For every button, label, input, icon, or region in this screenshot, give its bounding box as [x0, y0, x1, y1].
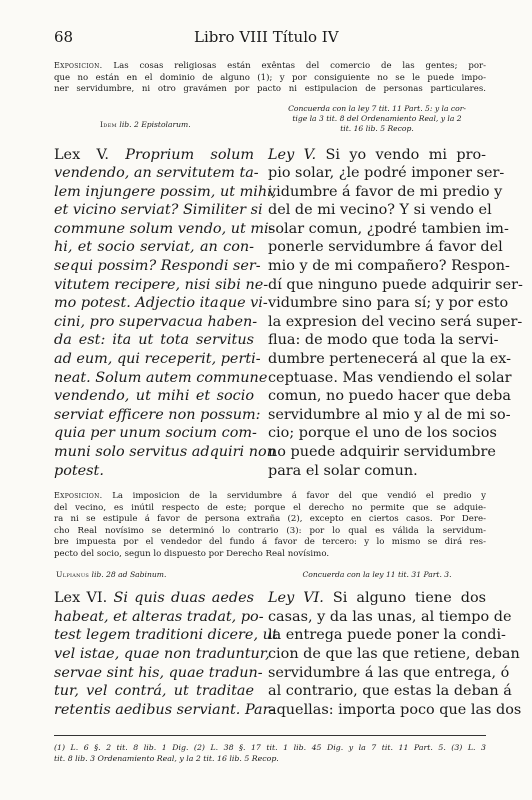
line-text: vidumbre sino para sí; y por esto [268, 295, 509, 312]
line-text: vendendo, an servitutem ta- [54, 165, 259, 182]
concordance-line: Concuerda con la ley 7 tit. 11 Part. 5: y la cor- [288, 103, 466, 113]
line-text: servidumbre á las que entrega, ó [268, 664, 510, 681]
line-text: ad eum, qui receperit, perti- [54, 351, 261, 368]
line-text: vidumbre á favor de mi predio y [268, 183, 503, 200]
exposicion-line: bre impuesta por el vendedor del fundo á favor de tercero: y lo mismo se dirá res- [54, 537, 486, 548]
text-line [54, 164, 259, 183]
line-text: hi, et socio serviat, an con- [54, 239, 254, 256]
law-5-columns [54, 146, 523, 481]
latin-source-citation [54, 570, 256, 579]
exposicion-line: pecto del socio, segun lo dispuesto por Derecho Real novísimo. [54, 548, 330, 559]
citation-source: lib. 28 ad Sabinum. [91, 570, 167, 580]
citation-source: lib. 2 Epistolarum. [119, 119, 191, 129]
exposicion-line: Las cosas religiosas están exêntas del comercio de las gentes; por- [113, 61, 487, 71]
text-line [268, 645, 520, 664]
line-text: del de mi vecino? Y si vendo el [268, 202, 492, 219]
text-line [54, 369, 268, 388]
text-line [54, 331, 254, 350]
latin-source-citation [54, 104, 254, 134]
footnote-line: (1) L. 6 §. 2 tit. 8 lib. 1 Dig. (2) L. 38 §. 17 tit. 1 lib. 45 Dig. y la 7 tit. 11 Part. 5. (3) L. 3 [54, 743, 486, 753]
line-text: cion de que las que retiene, deban [268, 645, 520, 662]
footnote-rule [54, 735, 486, 736]
text-line [268, 331, 499, 350]
line-text: la entrega puede poner la condi- [268, 627, 506, 644]
text-line [54, 424, 257, 443]
text-line [268, 443, 496, 462]
text-line [54, 701, 275, 720]
exposicion-line: La imposicion de la servidumbre á favor del que vendió el predio y [112, 491, 487, 502]
text-line [54, 201, 263, 220]
text-line [268, 406, 511, 425]
line-text: ponerle servidumbre á favor del [268, 239, 503, 256]
concordance-citation [268, 104, 486, 134]
line-text: retentis aedibus serviant. Par- [54, 701, 275, 718]
line-text: potest. [54, 462, 104, 479]
line-text: pio solar, ¿le podré imponer ser- [268, 165, 505, 182]
line-text: serviat efficere non possum: [54, 406, 261, 423]
text-line [268, 682, 512, 701]
exposicion-block-2 [54, 490, 486, 560]
citation-row-2 [54, 570, 486, 579]
line-text: vel istae, quae non traduntur, [54, 645, 270, 662]
line-text: casas, y da las unas, al tiempo de [268, 608, 512, 625]
line-text: Proprium solum [125, 146, 254, 163]
latin-text-lex-v [54, 146, 277, 481]
text-line [54, 387, 254, 406]
line-text: commune solum vendo, ut mi- [54, 220, 274, 237]
exposicion-line: ra ni se estipule á favor de persona extraña (2), excepto en ciertos casos. Por Dere- [54, 514, 486, 525]
text-line [268, 276, 523, 295]
line-text: vendendo, ut mihi et socio [54, 388, 254, 405]
line-text: ceptuase. Mas vendiendo el solar [268, 369, 512, 386]
line-text: habeat, et alteras tradat, po- [54, 608, 264, 625]
line-text: comun, no puedo hacer que deba [268, 388, 511, 405]
citation-row-1 [54, 104, 486, 134]
text-line [268, 664, 510, 683]
line-text: neat. Solum autem commune [54, 369, 268, 386]
line-text: al contrario, que estas la deban á [268, 683, 512, 700]
text-line [54, 294, 268, 313]
line-text: dumbre pertenecerá al que la ex- [268, 351, 511, 368]
text-line [54, 664, 263, 683]
text-line [268, 164, 505, 183]
text-line [268, 201, 492, 220]
exposicion-line: cho Real novísimo se determinó lo contrario (3): por lo qual es válida la servidum- [54, 525, 486, 536]
law-6-columns [54, 589, 522, 719]
law-heading: Ley V. [268, 146, 317, 163]
text-line [268, 589, 486, 608]
line-text: dí que ninguno puede adquirir ser- [268, 276, 523, 293]
text-line [54, 313, 258, 332]
page-number: 68 [54, 28, 74, 46]
line-text: Si yo vendo mi pro- [325, 146, 486, 163]
exposicion-block-1 [54, 60, 486, 96]
text-line [54, 183, 277, 202]
line-text: para el solar comun. [268, 462, 418, 479]
text-line [268, 424, 497, 443]
line-text: cio; porque el uno de los socios [268, 425, 497, 442]
line-text: flua: de modo que toda la servi- [268, 332, 499, 349]
line-text: Si alguno tiene dos [332, 590, 486, 607]
line-text: no puede adquirir servidumbre [268, 444, 496, 460]
text-line [268, 608, 512, 627]
exposicion-label: Exposicion. [54, 491, 103, 501]
footnote-line: tit. 8 lib. 3 Ordenamiento Real, y la 2 tit. 16 lib. 5 Recop. [54, 754, 279, 764]
running-title: Libro VIII Título IV [194, 28, 339, 46]
text-line [268, 350, 511, 369]
concordance-line: tit. 16 lib. 5 Recop. [340, 123, 414, 133]
line-text: lem injungere possim, ut mihi, [54, 183, 277, 200]
law-heading: Lex V. [54, 146, 109, 163]
text-line [268, 146, 486, 165]
line-text: Si quis duas aedes [113, 590, 254, 607]
line-text: da est: ita ut tota servitus [54, 332, 254, 349]
text-line [54, 146, 254, 165]
footnotes [54, 742, 486, 764]
text-line [54, 257, 261, 276]
latin-text-lex-vi [54, 589, 278, 719]
text-line [54, 406, 261, 425]
line-text: test legem traditioni dicere, ut [54, 627, 278, 644]
spanish-text-ley-v [268, 146, 523, 481]
spanish-text-ley-vi [268, 589, 522, 719]
exposicion-line: que no están en el dominio de alguno (1); y por consiguiente no se le puede impo- [54, 72, 486, 83]
text-line [268, 701, 522, 720]
concordance-citation: Concuerda con la ley 11 tit. 31 Part. 3. [302, 570, 452, 580]
text-line [54, 220, 274, 239]
text-line [268, 313, 523, 332]
text-line [268, 626, 506, 645]
text-line [268, 462, 486, 481]
exposicion-line: ner servidumbre, ni otro gravámen por pacto ni estipulacion de personas particulares. [54, 84, 486, 94]
text-line [268, 238, 503, 257]
law-heading: Lex VI. [54, 590, 108, 607]
concordance-line: tige la 3 tit. 8 del Ordenamiento Real, y la 2 [292, 113, 462, 123]
line-text: quia per unum socium com- [54, 425, 257, 442]
line-text: aquellas: importa poco que las dos [268, 701, 522, 718]
text-line [54, 462, 254, 481]
citation-author: Idem [100, 119, 117, 129]
page-header [54, 28, 486, 48]
text-line [268, 369, 512, 388]
exposicion-label: Exposicion. [54, 61, 103, 70]
line-text: et vicino serviat? Similiter si [54, 202, 263, 219]
law-heading: Ley VI. [268, 590, 324, 607]
book-page [54, 28, 523, 764]
line-text: sequi possim? Respondi ser- [54, 258, 261, 275]
text-line [268, 257, 510, 276]
line-text: la expresion del vecino será super- [268, 313, 523, 330]
exposicion-line: del vecino, es inútil respecto de este; porque el derecho no permite que se adquie- [54, 502, 486, 513]
text-line [54, 589, 254, 608]
text-line [54, 626, 278, 645]
text-line [54, 608, 264, 627]
line-text: muni solo servitus adquiri non [54, 444, 276, 460]
text-line [268, 183, 503, 202]
line-text: mio y de mi compañero? Respon- [268, 258, 510, 275]
line-text: servae sint his, quae tradun- [54, 664, 263, 681]
text-line [54, 350, 261, 369]
text-line [54, 443, 276, 462]
text-line [268, 220, 509, 239]
line-text: servidumbre al mio y al de mi so- [268, 406, 511, 423]
line-text: mo potest. Adjectio itaque vi- [54, 295, 268, 312]
text-line [54, 682, 254, 701]
line-text: solar comun, ¿podré tambien im- [268, 220, 509, 237]
line-text: tur, vel contrá, ut traditae [54, 683, 254, 700]
text-line [268, 387, 511, 406]
text-line [54, 238, 254, 257]
text-line [268, 294, 509, 313]
citation-author: Ulpianus [56, 570, 90, 580]
text-line [54, 276, 269, 295]
text-line [54, 645, 270, 664]
line-text: cini, pro supervacua haben- [54, 313, 258, 330]
line-text: vitutem recipere, nisi sibi ne- [54, 276, 269, 293]
